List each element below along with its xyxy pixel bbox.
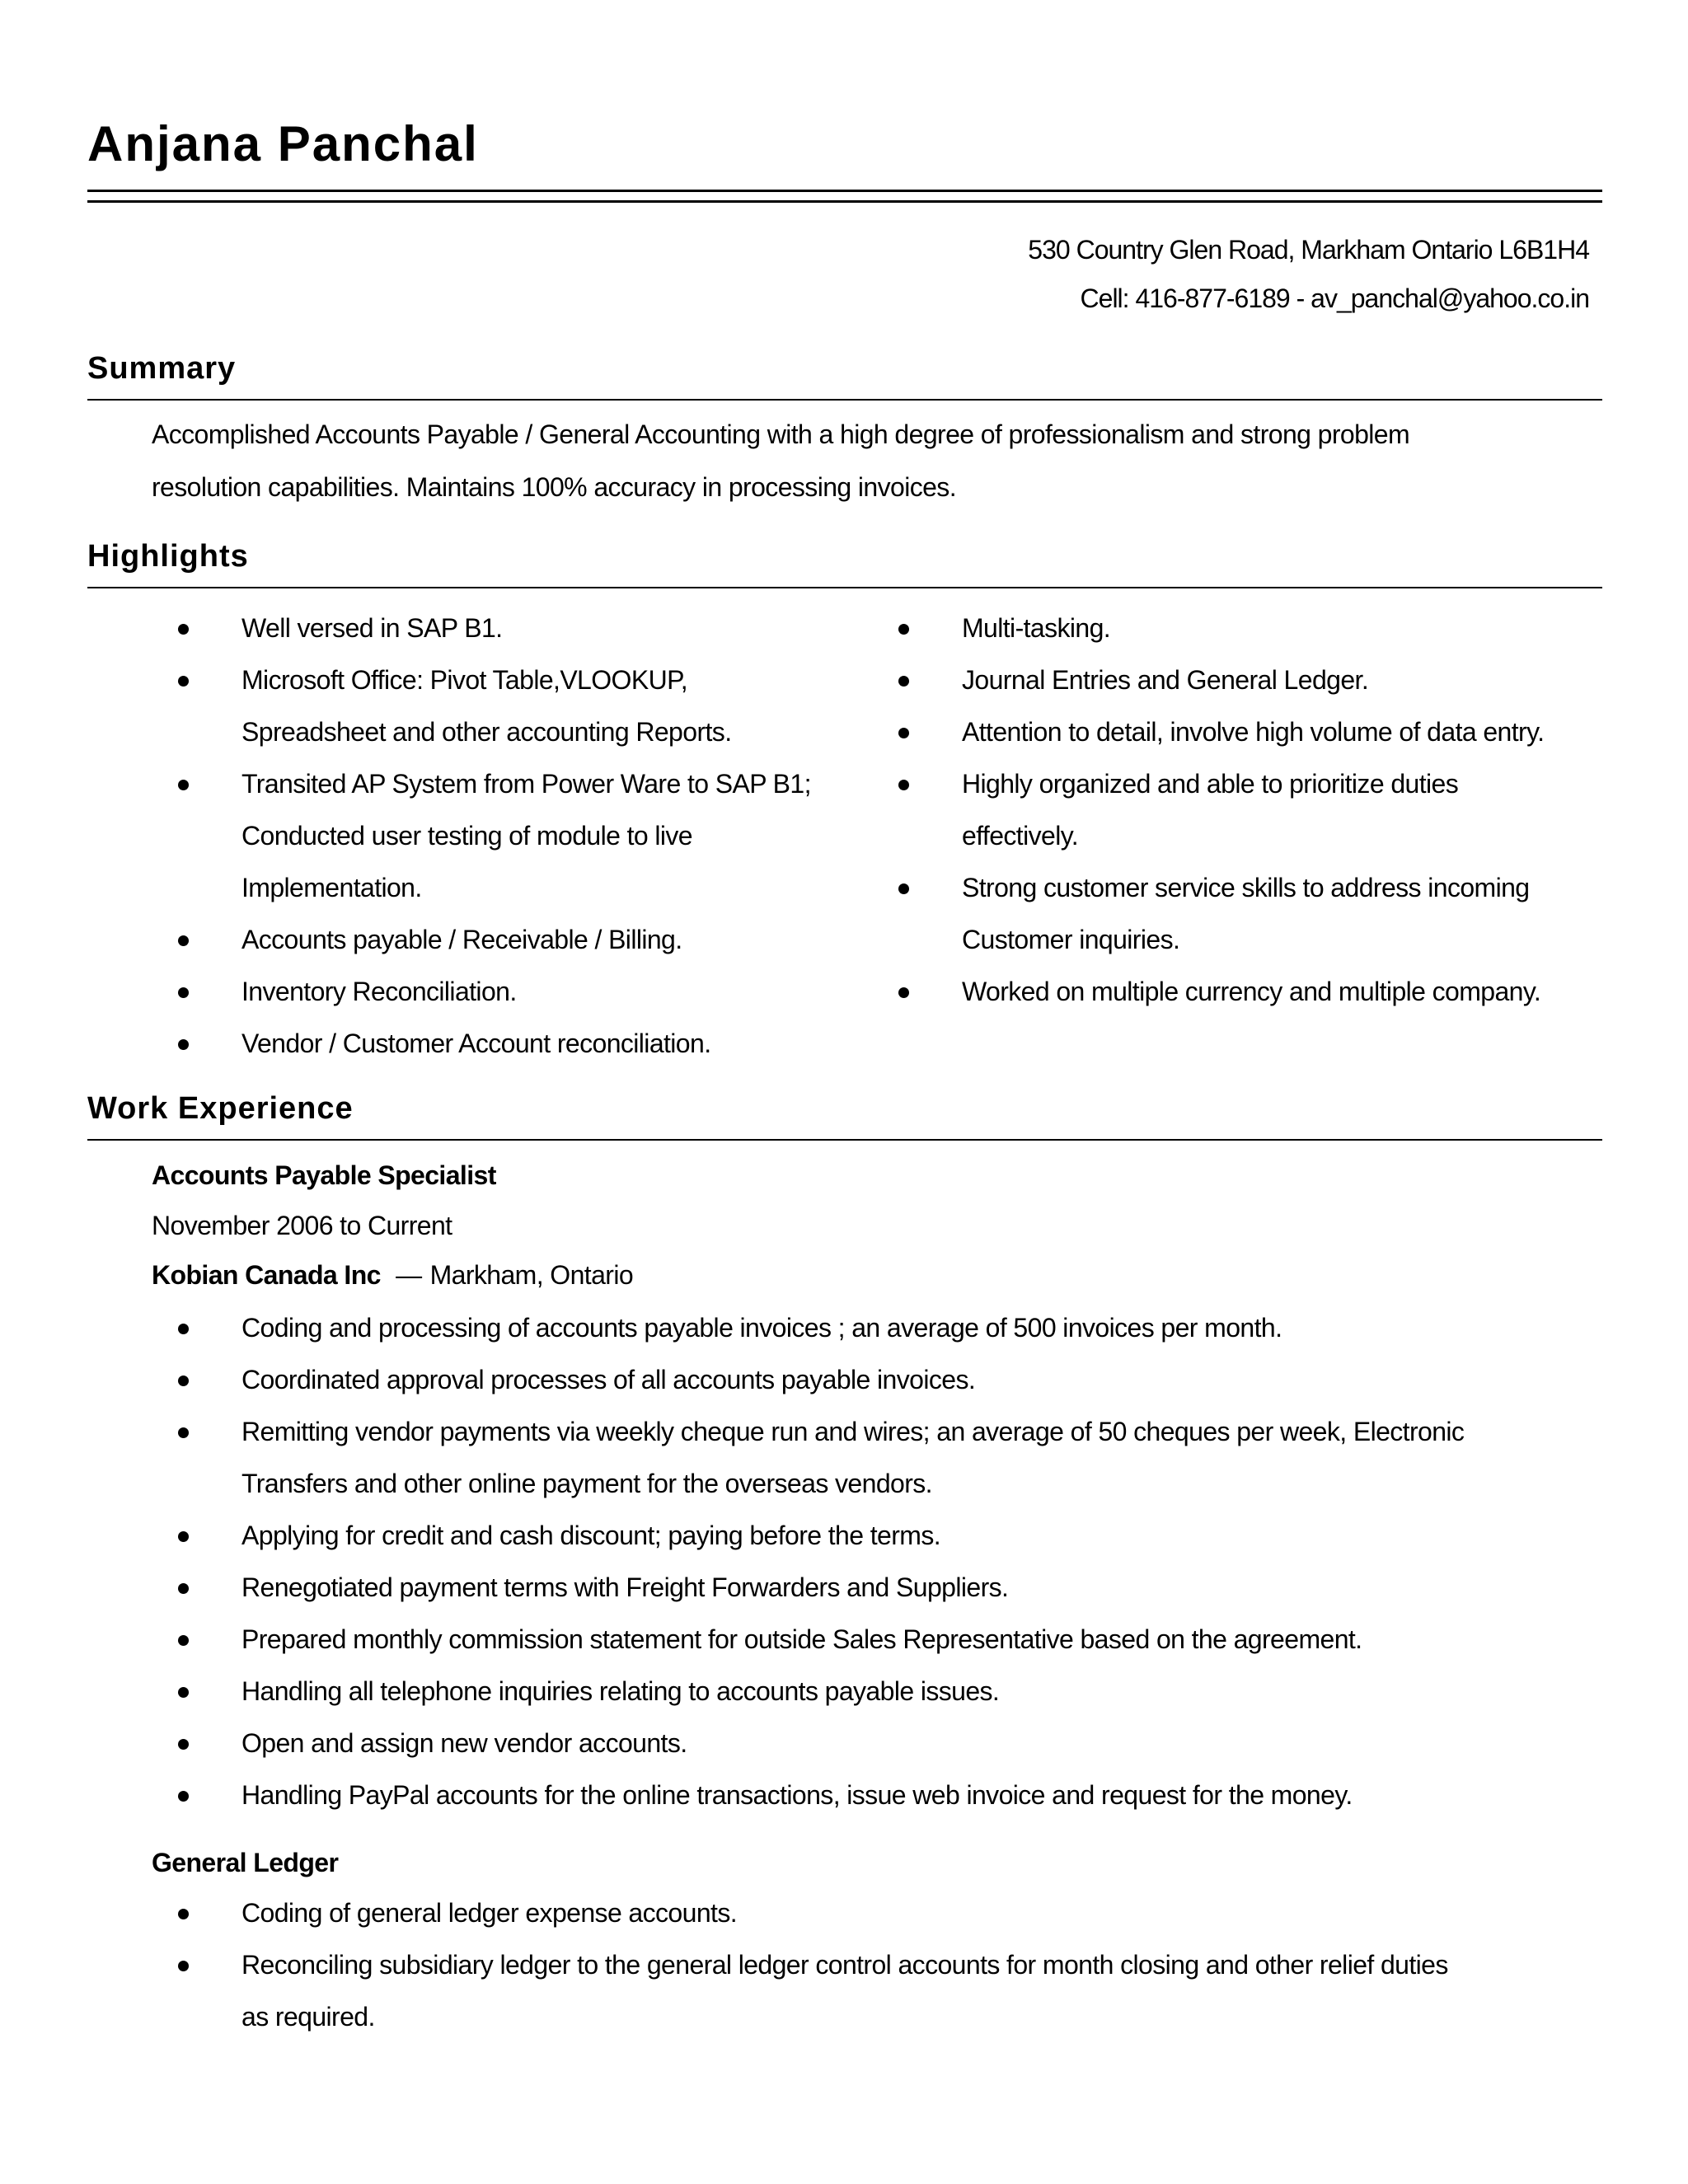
summary-rule <box>87 399 1602 401</box>
bullet-icon <box>178 1739 189 1750</box>
job1-duties-list <box>204 1302 1606 1821</box>
header-rule-bottom <box>87 200 1602 203</box>
highlights-left-list <box>204 602 880 1070</box>
job1-location: Markham, Ontario <box>429 1260 634 1290</box>
highlights-heading: Highlights <box>87 539 249 574</box>
highlight-right-item <box>925 602 1609 654</box>
summary-heading: Summary <box>87 351 237 386</box>
highlight-right-item-text: Multi-tasking. <box>962 613 1111 643</box>
highlight-left-item-text: Transited AP System from Power Ware to SAP B1; <box>241 769 811 799</box>
job2-duty-item <box>204 1939 1606 2043</box>
highlight-right-item-text: Worked on multiple currency and multiple company. <box>962 977 1541 1006</box>
job1-duty-item-text: Renegotiated payment terms with Freight Forwarders and Suppliers. <box>241 1572 1009 1602</box>
highlight-right-item-text: effectively. <box>962 821 1079 851</box>
highlight-right-item <box>925 758 1609 862</box>
bullet-icon <box>178 987 189 998</box>
bullet-icon <box>898 987 909 998</box>
job1-duty-item-text: Handling all telephone inquiries relating to accounts payable issues. <box>241 1676 1000 1706</box>
job1-separator: — <box>396 1260 422 1290</box>
job1-duty-item <box>204 1666 1606 1718</box>
highlight-right-item <box>925 654 1609 706</box>
highlight-left-item <box>204 914 880 966</box>
job1-employer <box>152 1258 633 1291</box>
highlight-right-item-text: Strong customer service skills to address incoming <box>962 873 1530 902</box>
job1-title: Accounts Payable Specialist <box>152 1160 496 1190</box>
bullet-icon <box>178 1791 189 1802</box>
bullet-icon <box>178 1039 189 1050</box>
job2-title: General Ledger <box>152 1848 339 1877</box>
highlight-left-item-text: Well versed in SAP B1. <box>241 613 503 643</box>
job1-duty-item <box>204 1718 1606 1769</box>
contact-address: 530 Country Glen Road, Markham Ontario L6B1H4 <box>1028 235 1589 265</box>
highlight-left-item <box>204 966 880 1018</box>
highlights-rule <box>87 587 1602 588</box>
bullet-icon <box>178 1961 189 1971</box>
job1-duty-item <box>204 1562 1606 1614</box>
bullet-icon <box>178 1635 189 1646</box>
highlights-right-list <box>925 602 1609 1018</box>
work-experience-heading: Work Experience <box>87 1091 354 1126</box>
highlight-left-item-text: Inventory Reconciliation. <box>241 977 517 1006</box>
bullet-icon <box>178 1583 189 1594</box>
job1-duty-item <box>204 1769 1606 1821</box>
highlight-left-item <box>204 758 880 914</box>
highlight-right-item-text: Attention to detail, involve high volume of data entry. <box>962 717 1545 747</box>
summary-line-2: resolution capabilities. Maintains 100% accuracy in processing invoices. <box>152 472 956 502</box>
job2-duty-item-text: Coding of general ledger expense accounts. <box>241 1898 738 1928</box>
candidate-name: Anjana Panchal <box>87 116 479 171</box>
bullet-icon <box>178 1324 189 1334</box>
highlight-left-item-text: Spreadsheet and other accounting Reports. <box>241 717 732 747</box>
bullet-icon <box>178 1531 189 1542</box>
bullet-icon <box>178 935 189 946</box>
highlight-right-item-text: Customer inquiries. <box>962 925 1180 954</box>
job1-duty-item-text: Coding and processing of accounts payable invoices ; an average of 500 invoices per month. <box>241 1313 1282 1343</box>
highlight-left-item-text: Conducted user testing of module to live <box>241 821 693 851</box>
bullet-icon <box>178 1376 189 1386</box>
job1-duty-item <box>204 1406 1606 1510</box>
bullet-icon <box>178 1909 189 1919</box>
job1-duty-item-text: Handling PayPal accounts for the online transactions, issue web invoice and request for the money. <box>241 1780 1353 1810</box>
highlight-right-item-text: Journal Entries and General Ledger. <box>962 665 1369 695</box>
highlight-left-item-text: Vendor / Customer Account reconciliation. <box>241 1029 711 1058</box>
job2-duty-item <box>204 1887 1606 1939</box>
contact-phone-email: Cell: 416-877-6189 - av_panchal@yahoo.co.in <box>1080 284 1589 313</box>
bullet-icon <box>178 1427 189 1438</box>
highlight-right-item <box>925 966 1609 1018</box>
job1-duty-item <box>204 1302 1606 1354</box>
job1-duty-item-text: Open and assign new vendor accounts. <box>241 1728 687 1758</box>
bullet-icon <box>178 676 189 687</box>
highlight-right-item-text: Highly organized and able to prioritize duties <box>962 769 1459 799</box>
highlight-right-item <box>925 862 1609 966</box>
bullet-icon <box>898 883 909 894</box>
job2-duty-item-text: Reconciling subsidiary ledger to the general ledger control accounts for month closing and other relief duties <box>241 1950 1448 1980</box>
highlight-left-item-text: Microsoft Office: Pivot Table,VLOOKUP, <box>241 665 687 695</box>
bullet-icon <box>898 728 909 738</box>
work-experience-rule <box>87 1139 1602 1141</box>
job1-duty-item-text: Applying for credit and cash discount; paying before the terms. <box>241 1521 941 1550</box>
job1-dates: November 2006 to Current <box>152 1211 452 1240</box>
job1-duty-item-text: Coordinated approval processes of all accounts payable invoices. <box>241 1365 976 1394</box>
highlight-right-item <box>925 706 1609 758</box>
job1-company: Kobian Canada Inc <box>152 1260 381 1290</box>
job1-duty-item <box>204 1510 1606 1562</box>
summary-line-1: Accomplished Accounts Payable / General Accounting with a high degree of professionalism and strong problem <box>152 419 1410 449</box>
header-rule-top <box>87 190 1602 192</box>
bullet-icon <box>178 1687 189 1698</box>
job1-duty-item-text: Prepared monthly commission statement for outside Sales Representative based on the agreement. <box>241 1624 1362 1654</box>
job1-duty-item-text: Remitting vendor payments via weekly cheque run and wires; an average of 50 cheques per week, Electronic <box>241 1417 1465 1446</box>
job2-duties-list <box>204 1887 1606 2043</box>
bullet-icon <box>178 780 189 790</box>
job1-duty-item <box>204 1614 1606 1666</box>
job1-duty-item <box>204 1354 1606 1406</box>
bullet-icon <box>898 624 909 635</box>
highlight-left-item-text: Implementation. <box>241 873 422 902</box>
highlight-left-item <box>204 654 880 758</box>
job2-duty-item-text: as required. <box>241 2002 375 2032</box>
highlight-left-item <box>204 602 880 654</box>
job1-duty-item-text: Transfers and other online payment for the overseas vendors. <box>241 1469 932 1498</box>
bullet-icon <box>898 780 909 790</box>
highlight-left-item-text: Accounts payable / Receivable / Billing. <box>241 925 682 954</box>
highlight-left-item <box>204 1018 880 1070</box>
bullet-icon <box>178 624 189 635</box>
bullet-icon <box>898 676 909 687</box>
